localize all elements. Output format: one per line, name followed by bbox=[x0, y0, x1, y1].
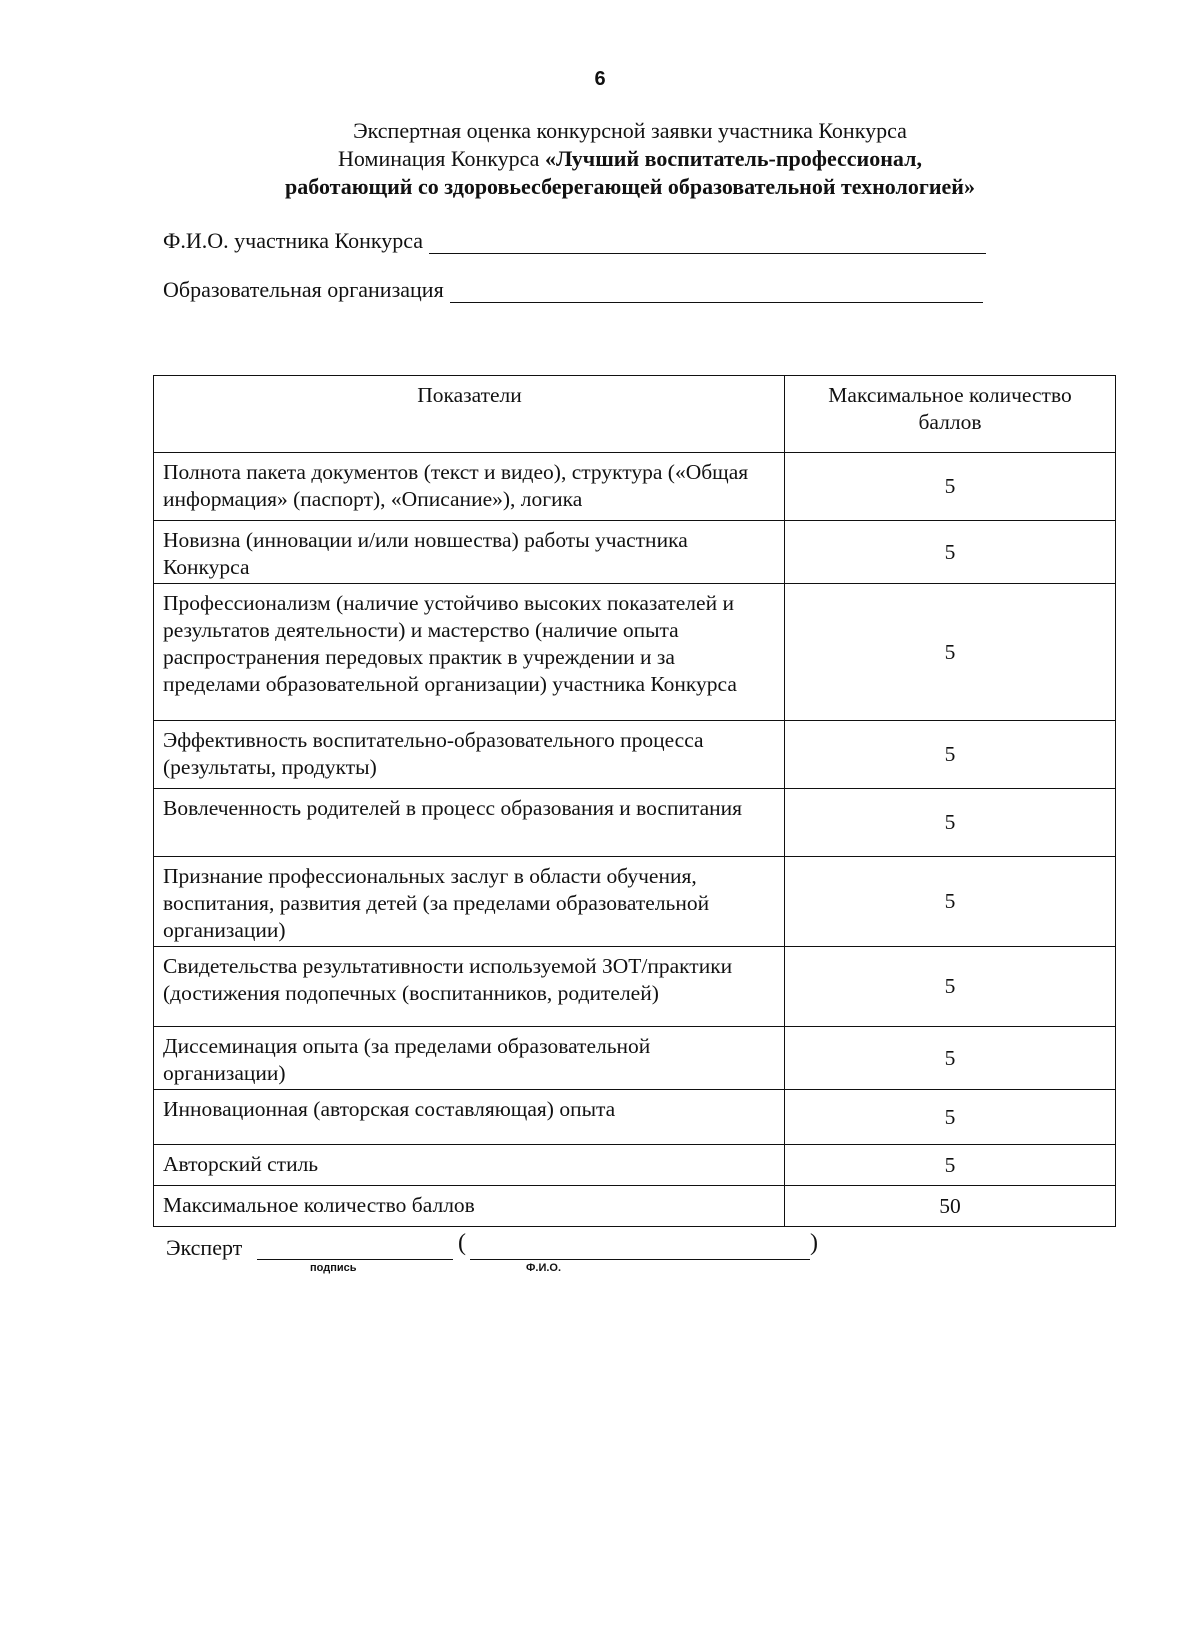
signature-line[interactable] bbox=[257, 1259, 453, 1260]
table-row bbox=[154, 1027, 1116, 1090]
heading-line-3 bbox=[200, 173, 1060, 201]
points-cell: 5 bbox=[785, 1027, 1116, 1090]
indicator-cell: Признание профессиональных заслуг в области обучения, воспитания, развития детей (за пределами образовательной организации) bbox=[154, 857, 785, 947]
indicator-cell: Вовлеченность родителей в процесс образования и воспитания bbox=[154, 789, 785, 857]
table-row bbox=[154, 1145, 1116, 1186]
indicator-cell: Диссеминация опыта (за пределами образовательной организации) bbox=[154, 1027, 785, 1090]
name-caption: Ф.И.О. bbox=[526, 1262, 562, 1274]
nomination-title-part2: работающий со здоровьесберегающей образовательной технологией» bbox=[285, 174, 975, 199]
document-heading bbox=[200, 117, 1060, 201]
points-cell: 5 bbox=[785, 857, 1116, 947]
points-cell: 5 bbox=[785, 521, 1116, 584]
heading-line-2 bbox=[200, 145, 1060, 173]
indicator-cell: Авторский стиль bbox=[154, 1145, 785, 1186]
organization-field bbox=[163, 277, 983, 303]
expert-label: Эксперт bbox=[166, 1235, 243, 1260]
points-cell: 5 bbox=[785, 584, 1116, 721]
table-row bbox=[154, 789, 1116, 857]
points-cell: 5 bbox=[785, 721, 1116, 789]
indicator-cell: Свидетельства результативности используемой ЗОТ/практики (достижения подопечных (воспитанников, родителей) bbox=[154, 947, 785, 1027]
expert-name-line[interactable] bbox=[470, 1259, 810, 1260]
nomination-prefix: Номинация Конкурса bbox=[338, 146, 545, 171]
header-indicators: Показатели bbox=[154, 376, 785, 453]
table-row bbox=[154, 947, 1116, 1027]
total-label-cell: Максимальное количество баллов bbox=[154, 1186, 785, 1227]
participant-blank-line[interactable] bbox=[429, 231, 986, 254]
total-points-cell: 50 bbox=[785, 1186, 1116, 1227]
table-row bbox=[154, 1186, 1116, 1227]
table-row bbox=[154, 584, 1116, 721]
table-header-row bbox=[154, 376, 1116, 453]
points-cell: 5 bbox=[785, 947, 1116, 1027]
indicator-cell: Профессионализм (наличие устойчиво высоких показателей и результатов деятельности) и мастерство (наличие опыта распространения передовых практик в учреждении и за пределами образовательной организации) участника Конкурса bbox=[154, 584, 785, 721]
table-row bbox=[154, 521, 1116, 584]
organization-label: Образовательная организация bbox=[163, 277, 444, 302]
points-cell: 5 bbox=[785, 1145, 1116, 1186]
points-cell: 5 bbox=[785, 1090, 1116, 1145]
participant-field bbox=[163, 228, 986, 254]
indicator-cell: Полнота пакета документов (текст и видео), структура («Общая информация» (паспорт), «Описание»), логика bbox=[154, 453, 785, 521]
indicator-cell: Новизна (инновации и/или новшества) работы участника Конкурса bbox=[154, 521, 785, 584]
organization-blank-line[interactable] bbox=[450, 280, 983, 303]
points-cell: 5 bbox=[785, 789, 1116, 857]
page-number: 6 bbox=[594, 68, 606, 90]
table-row bbox=[154, 1090, 1116, 1145]
table-row bbox=[154, 453, 1116, 521]
table-row bbox=[154, 857, 1116, 947]
indicator-cell: Эффективность воспитательно-образовательного процесса (результаты, продукты) bbox=[154, 721, 785, 789]
header-max-points: Максимальное количество баллов bbox=[785, 376, 1116, 453]
table-row bbox=[154, 721, 1116, 789]
signature-caption: подпись bbox=[310, 1262, 357, 1274]
evaluation-table bbox=[153, 375, 1116, 1227]
points-cell: 5 bbox=[785, 453, 1116, 521]
nomination-title-part1: «Лучший воспитатель-профессионал, bbox=[544, 146, 922, 171]
open-paren: ( bbox=[458, 1230, 466, 1256]
heading-line-1: Экспертная оценка конкурсной заявки участника Конкурса bbox=[353, 118, 907, 143]
participant-label: Ф.И.О. участника Конкурса bbox=[163, 228, 424, 253]
indicator-cell: Инновационная (авторская составляющая) опыта bbox=[154, 1090, 785, 1145]
close-paren: ) bbox=[810, 1230, 818, 1256]
